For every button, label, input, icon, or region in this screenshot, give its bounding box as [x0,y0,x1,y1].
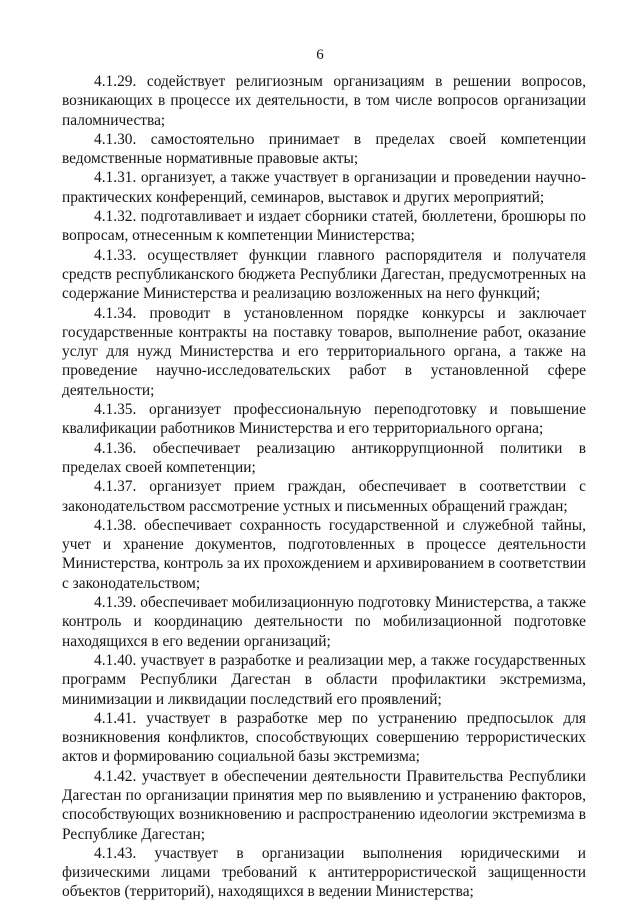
paragraph-4-1-35: 4.1.35. организует профессиональную переподготовку и повышение квалификации работников Министерства и его территориального органа; [62,401,586,438]
paragraph-4-1-38: 4.1.38. обеспечивает сохранность государственной и служебной тайны, учет и хранение документов, подготовленных в процессе деятельности Министерства, контроль за их прохождением и архивированием в соответствии с законодательством; [62,516,586,592]
paragraph-4-1-33: 4.1.33. осуществляет функции главного распорядителя и получателя средств республиканского бюджета Республики Дагестан, предусмотренных на содержание Министерства и реализацию возложенных на него функций; [62,246,586,303]
document-body [62,72,586,902]
paragraph-4-1-39: 4.1.39. обеспечивает мобилизационную подготовку Министерства, а также контроль и координацию деятельности по мобилизационной подготовке находящихся в его ведении организаций; [62,594,586,650]
paragraph-4-1-29: 4.1.29. содействует религиозным организациям в решении вопросов, возникающих в процессе их деятельности, в том числе вопросов организации паломничества; [62,73,586,129]
paragraph-4-1-32: 4.1.32. подготавливает и издает сборники статей, бюллетени, брошюры по вопросам, отнесенным к компетенции Министерства; [62,208,586,245]
paragraph-4-1-42: 4.1.42. участвует в обеспечении деятельности Правительства Республики Дагестан по организации принятия мер по выявлению и устранению факторов, способствующих возникновению и распространению идеологии экстремизма в Республике Дагестан; [62,767,586,843]
paragraph-4-1-36: 4.1.36. обеспечивает реализацию антикоррупционной политики в пределах своей компетенции; [62,439,586,476]
paragraph-4-1-31: 4.1.31. организует, а также участвует в организации и проведении научно-практических конференций, семинаров, выставок и других мероприятий; [62,169,586,206]
paragraph-4-1-43: 4.1.43. участвует в организации выполнения юридическими и физическими лицами требований к антитеррористической защищенности объектов (территорий), находящихся в ведении Министерства; [62,844,586,901]
paragraph-4-1-30: 4.1.30. самостоятельно принимает в пределах своей компетенции ведомственные нормативные правовые акты; [62,130,586,168]
paragraph-4-1-41: 4.1.41. участвует в разработке мер по устранению предпосылок для возникновения конфликтов, способствующих совершению террористических актов и формированию социальной базы экстремизма; [62,709,586,766]
page-number: 6 [316,47,324,63]
paragraph-4-1-34: 4.1.34. проводит в установленном порядке конкурсы и заключает государственные контракты на поставку товаров, выполнение работ, оказание услуг для нужд Министерства и его территориального органа, а также на проведение научно-исследовательских работ в установленной сфере деятельности; [62,304,586,399]
paragraph-4-1-40: 4.1.40. участвует в разработке и реализации мер, а также государственных программ Республики Дагестан в области профилактики экстремизма, минимизации и ликвидации последствий его проявлений; [62,651,586,708]
paragraph-4-1-37: 4.1.37. организует прием граждан, обеспечивает в соответствии с законодательством рассмотрение устных и письменных обращений граждан; [62,478,586,515]
